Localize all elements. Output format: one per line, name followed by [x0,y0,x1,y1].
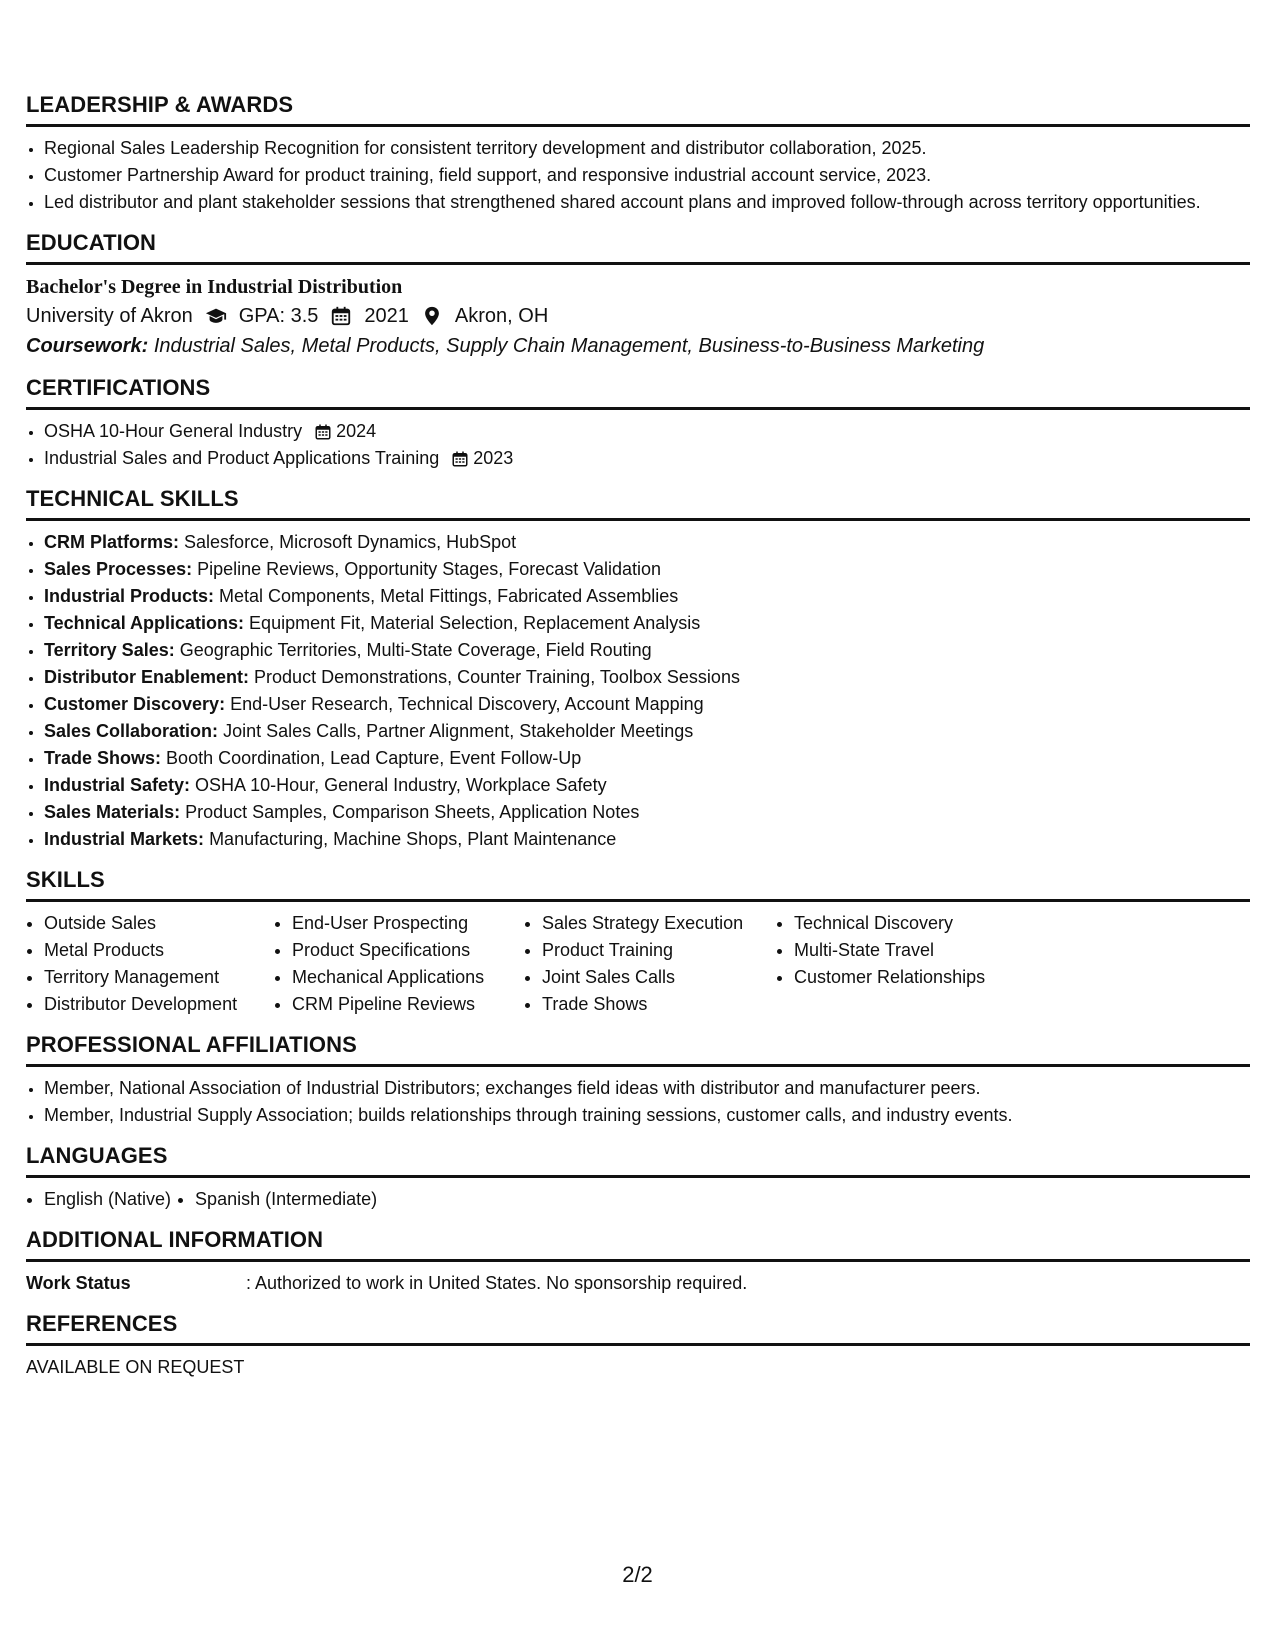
list-item: • Product Training [542,937,776,964]
references-section [26,1311,1250,1381]
language-group [26,1186,171,1213]
section-title-certifications: CERTIFICATIONS [26,375,1250,410]
skill-category-label: Technical Applications: [44,613,245,633]
skill-category-value: Geographic Territories, Multi-State Coverage, Field Routing [179,640,652,660]
list-item: • Regional Sales Leadership Recognition for consistent territory development and distributor collaboration, 2025. [44,135,1250,162]
leadership-section [26,92,1250,216]
list-item: • Customer Relationships [794,964,1034,991]
skills-column [26,910,274,1018]
skill-category-value: Manufacturing, Machine Shops, Plant Maintenance [209,829,617,849]
leadership-list [26,135,1250,216]
skill-category-value: Booth Coordination, Lead Capture, Event Follow-Up [166,748,582,768]
technical-skills-section [26,486,1250,853]
list-item: • End-User Prospecting [292,910,524,937]
list-item: • Mechanical Applications [292,964,524,991]
skill-category-label: Sales Collaboration: [44,721,219,741]
resume-page [26,92,1250,1395]
additional-info-section [26,1227,1250,1297]
language-group [177,1186,377,1213]
list-item [44,637,1250,664]
skill-category-value: End-User Research, Technical Discovery, Account Mapping [230,694,704,714]
certifications-list [26,418,1250,472]
technical-skills-list [26,529,1250,853]
coursework [26,331,1250,361]
skills-column [274,910,524,1018]
languages-section [26,1143,1250,1213]
skills-column [776,910,1034,1018]
list-item: • Product Specifications [292,937,524,964]
list-item [44,556,1250,583]
list-item: • Trade Shows [542,991,776,1018]
list-item: • CRM Pipeline Reviews [292,991,524,1018]
section-title-technical-skills: TECHNICAL SKILLS [26,486,1250,521]
section-title-leadership: LEADERSHIP & AWARDS [26,92,1250,127]
skill-category-label: Sales Processes: [44,559,193,579]
coursework-label: Coursework: [26,335,149,357]
list-item: • English (Native) [44,1186,171,1213]
school-location: Akron, OH [454,305,549,327]
skills-section [26,867,1250,1018]
skill-category-value: Product Demonstrations, Counter Training, Toolbox Sessions [254,667,740,687]
affiliations-list [26,1075,1250,1129]
list-item: • Multi-State Travel [794,937,1034,964]
page-number: 2/2 [622,1562,653,1587]
skill-category-label: Territory Sales: [44,640,175,660]
list-item: • Outside Sales [44,910,274,937]
list-item [44,445,1250,472]
list-item: • Led distributor and plant stakeholder sessions that strengthened shared account plans and improved follow-through across territory opportunities. [44,189,1250,216]
education-meta [26,301,1250,331]
certification-name: • OSHA 10-Hour General Industry [44,421,303,441]
coursework-text: Industrial Sales, Metal Products, Supply Chain Management, Business-to-Business Marketing [153,335,985,357]
section-title-references: REFERENCES [26,1311,1250,1346]
education-section [26,230,1250,361]
skill-category-value: OSHA 10-Hour, General Industry, Workplace Safety [195,775,607,795]
section-title-affiliations: PROFESSIONAL AFFILIATIONS [26,1032,1250,1067]
skills-column [524,910,776,1018]
calendar-icon [314,423,332,441]
list-item: • Member, Industrial Supply Association; builds relationships through training sessions, customer calls, and industry events. [44,1102,1250,1129]
list-item [44,745,1250,772]
graduation-cap-icon [205,305,227,327]
list-item: • Joint Sales Calls [542,964,776,991]
list-item [44,610,1250,637]
work-status-label: Work Status [26,1273,131,1293]
skill-category-label: CRM Platforms: [44,532,180,552]
calendar-icon [330,305,352,327]
section-title-education: EDUCATION [26,230,1250,265]
certification-year: 2023 [473,448,514,468]
skill-category-value: Pipeline Reviews, Opportunity Stages, Forecast Validation [197,559,662,579]
list-item [44,583,1250,610]
skill-category-label: Sales Materials: [44,802,181,822]
work-status-value: : Authorized to work in United States. No sponsorship required. [246,1273,748,1293]
section-title-additional-info: ADDITIONAL INFORMATION [26,1227,1250,1262]
affiliations-section [26,1032,1250,1129]
skill-category-value: Joint Sales Calls, Partner Alignment, Stakeholder Meetings [223,721,694,741]
list-item [44,718,1250,745]
list-item: • Territory Management [44,964,274,991]
list-item: • Technical Discovery [794,910,1034,937]
list-item: • Distributor Development [44,991,274,1018]
skill-category-label: Trade Shows: [44,748,162,768]
skill-category-label: Industrial Safety: [44,775,191,795]
list-item: • Sales Strategy Execution [542,910,776,937]
certification-name: • Industrial Sales and Product Applications Training [44,448,440,468]
skill-category-label: Distributor Enablement: [44,667,250,687]
work-status-row [26,1270,1250,1297]
list-item [44,691,1250,718]
degree-title: Bachelor's Degree in Industrial Distribution [26,276,403,298]
list-item [44,799,1250,826]
section-title-skills: SKILLS [26,867,1250,902]
certification-year: 2024 [336,421,377,441]
list-item: • Spanish (Intermediate) [195,1186,377,1213]
calendar-icon [451,450,469,468]
map-pin-icon [421,305,443,327]
list-item [44,772,1250,799]
skills-grid [26,910,1250,1018]
skill-category-label: Industrial Markets: [44,829,205,849]
skill-category-value: Salesforce, Microsoft Dynamics, HubSpot [184,532,517,552]
graduation-year: 2021 [364,305,409,327]
list-item [44,664,1250,691]
list-item [44,529,1250,556]
skill-category-value: Equipment Fit, Material Selection, Replacement Analysis [249,613,701,633]
list-item: • Metal Products [44,937,274,964]
section-title-languages: LANGUAGES [26,1143,1250,1178]
gpa: GPA: 3.5 [238,305,319,327]
certifications-section [26,375,1250,472]
references-text: AVAILABLE ON REQUEST [26,1357,245,1377]
school-name: University of Akron [26,305,193,327]
list-item [44,418,1250,445]
list-item: • Member, National Association of Industrial Distributors; exchanges field ideas with distributor and manufacturer peers. [44,1075,1250,1102]
skill-category-value: Product Samples, Comparison Sheets, Application Notes [185,802,640,822]
languages-list [26,1186,1250,1213]
skill-category-label: Customer Discovery: [44,694,226,714]
skill-category-label: Industrial Products: [44,586,215,606]
skill-category-value: Metal Components, Metal Fittings, Fabricated Assemblies [219,586,679,606]
list-item [44,826,1250,853]
list-item: • Customer Partnership Award for product training, field support, and responsive industrial account service, 2023. [44,162,1250,189]
